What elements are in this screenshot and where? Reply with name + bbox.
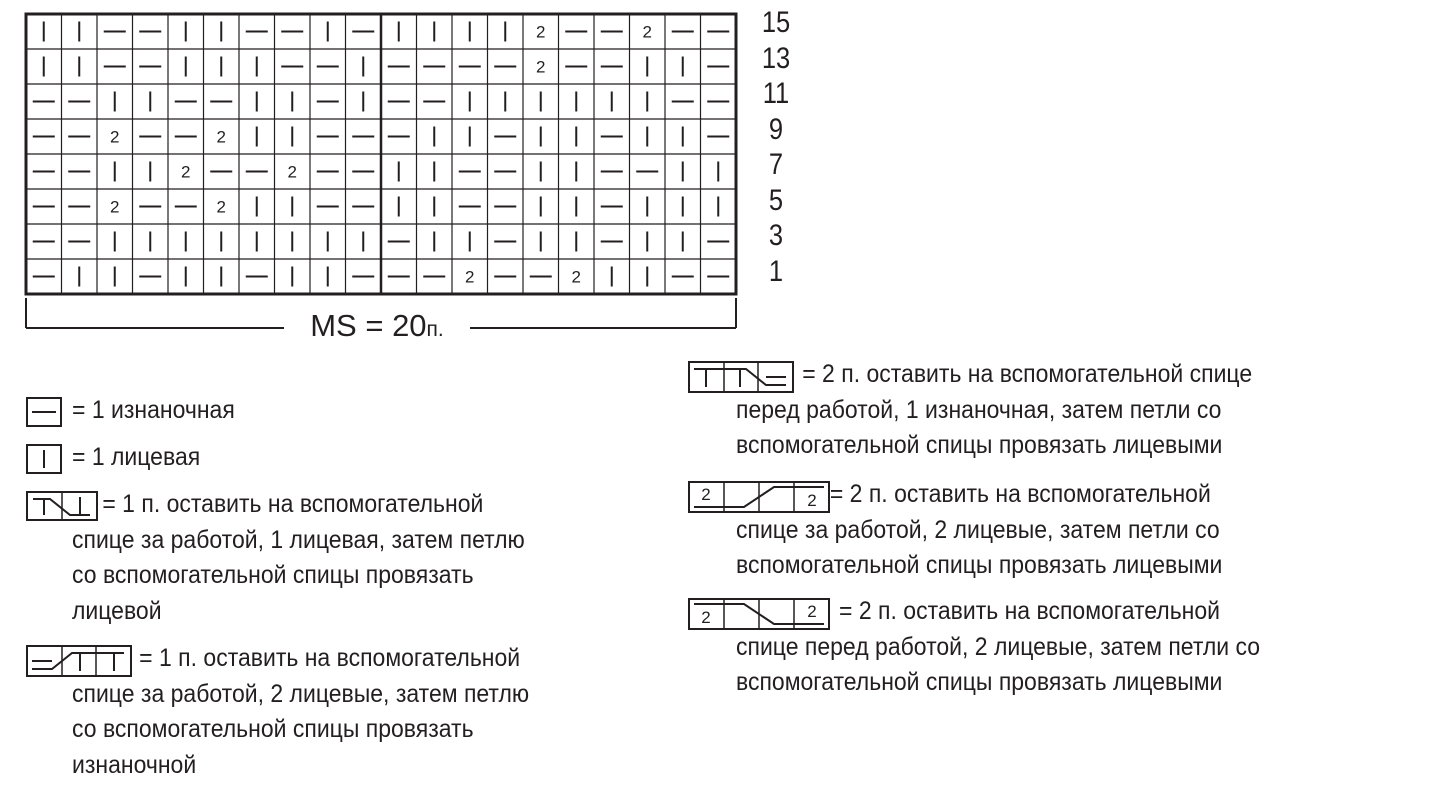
cable-count-label: 2 [287, 162, 297, 182]
row-number-1: 1 [768, 255, 784, 288]
row-number-15: 15 [761, 6, 791, 39]
cable-count-label: 2 [642, 22, 652, 42]
row-number-5: 5 [768, 184, 784, 217]
svg-text:2: 2 [701, 485, 711, 504]
row-number-3: 3 [768, 219, 784, 252]
cable-count-label: 2 [181, 162, 191, 182]
cable-count-label: 2 [216, 197, 226, 217]
knit-symbol [26, 444, 62, 474]
svg-text:2: 2 [807, 491, 817, 510]
row-number-9: 9 [768, 113, 784, 146]
legend-cross-2k-1p-front-text: = 2 п. оставить на вспомогательной спице перед работой, 1 изнаночная, затем петли со вспомогательной спицы провязать лицевыми [736, 360, 1253, 459]
legend-cross-2x2-front-text: = 2 п. оставить на вспомогательной спице перед работой, 2 лицевые, затем петли со вспомогательной спицы провязать лицевыми [736, 597, 1261, 696]
repeat-unit: п. [426, 318, 444, 341]
cable-count-label: 2 [216, 127, 226, 147]
svg-text:2: 2 [701, 608, 711, 627]
legend-purl-text: = 1 изнаночная [72, 396, 235, 424]
cable-count-label: 2 [536, 22, 546, 42]
row-number-7: 7 [768, 148, 784, 181]
cable-count-label: 2 [110, 197, 120, 217]
legend-knit-text: = 1 лицевая [72, 443, 201, 471]
legend-cross-1p-2k-back-text: = 1 п. оставить на вспомогательной спице за работой, 2 лицевые, затем петлю со вспомогательной спицы провязать изнаночной [72, 644, 530, 779]
row-number-11: 11 [762, 77, 790, 110]
legend-cross-1x1-back-text: = 1 п. оставить на вспомогательной спице за работой, 1 лицевая, затем петлю со вспомогательной спицы провязать лицевой [72, 490, 525, 625]
cable-count-label: 2 [536, 57, 546, 77]
cable-count-label: 2 [110, 127, 120, 147]
cable-count-label: 2 [465, 267, 475, 287]
cable-count-label: 2 [571, 267, 581, 287]
repeat-label [284, 308, 470, 344]
purl-symbol [26, 397, 62, 427]
row-number-13: 13 [761, 42, 791, 75]
svg-text:2: 2 [807, 602, 817, 621]
repeat-count: MS = 20 [310, 308, 427, 343]
legend-cross-2x2-back-text: = 2 п. оставить на вспомогательной спице за работой, 2 лицевые, затем петли со вспомогательной спицы провязать лицевыми [736, 480, 1223, 579]
